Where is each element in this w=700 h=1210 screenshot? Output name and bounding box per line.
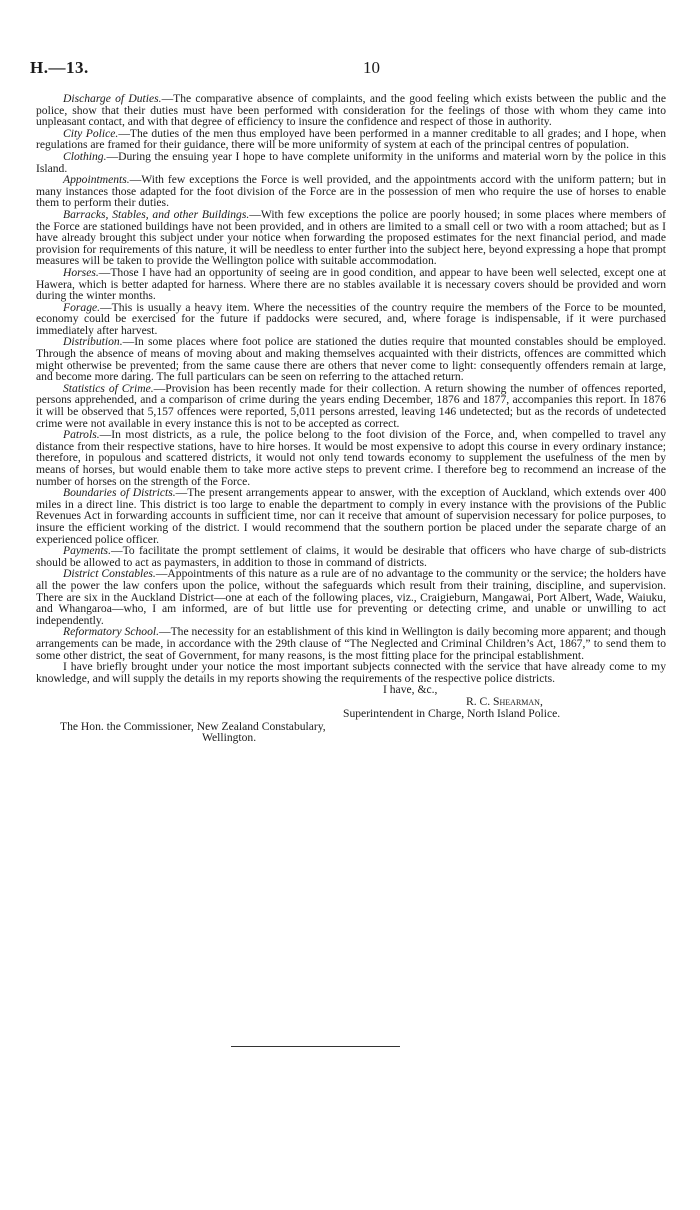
signature-closing: I have, &c., (383, 683, 438, 697)
document-reference: H.—13. (30, 58, 89, 77)
paragraph-closing: I have briefly brought under your notice the most important subjects connected with the service that have already come to my knowledge, and will supply the details in my reports showing the requirements of the respective police districts. (36, 660, 666, 685)
paragraph-forage: Forage.—This is usually a heavy item. Where the necessities of the country require the members of the Force to be mounted, economy could be exercised for the future if paddocks were secured, and, where forage is indispensable, if it were purchased immediately after harvest. (36, 300, 666, 337)
paragraph-reformatory-school: Reformatory School.—The necessity for an establishment of this kind in Wellington is daily becoming more apparent; and though arrangements can be made, in accordance with the 29th clause of “The Neglected and Criminal Children’s Act, 1867,” to send them to some other district, the seat of Government, for many reasons, is the most fitting place for the principal establishment. (36, 625, 666, 662)
addressee-line-1: The Hon. the Commissioner, New Zealand Constabulary, (60, 719, 326, 733)
page-number: 10 (363, 58, 380, 77)
signature-title: Superintendent in Charge, North Island Police. (343, 706, 561, 720)
paragraph-distribution: Distribution.—In some places where foot police are stationed the duties require that mounted constables should be employed. Through the absence of means of moving about and making themselves acquainted with their districts, offences are committed which might otherwise be prevented; from the same cause there are others that never come to light: consequently offenders remain at large, and become more daring. The full particulars can be seen on referring to the attached return. (36, 335, 666, 384)
paragraph-payments: Payments.—To facilitate the prompt settlement of claims, it would be desirable that officers who have charge of sub-districts should be allowed to act as paymasters, in addition to those in command of districts. (36, 544, 666, 569)
paragraph-horses: Horses.—Those I have had an opportunity of seeing are in good condition, and appear to have been well selected, except one at Hawera, which is better adapted for harness. Where there are no stables available it is necessary covers should be provided and worn during the winter months. (36, 265, 666, 303)
paragraph-district-constables: District Constables.—Appointments of this nature as a rule are of no advantage to the community or the service; the holders have all the power the law confers upon the police, without the safeguards which result from their training, discipline, and supervision. There are six in the Auckland District—one at each of the following places, viz., Craigieburn, Mangawai, Port Albert, Wade, Waiuku, and Whangaroa—who, I am informed, are of but little use for preventing or detecting crime, and unable or unwilling to act independently. (36, 567, 666, 627)
signature-name: R. C. Shearman, (466, 695, 543, 709)
paragraph-statistics-of-crime: Statistics of Crime.—Provision has been recently made for their collection. A return showing the number of offences reported, persons apprehended, and a comparison of crime during the years ending December, 1876 and 1877, accompanies this report. In 1876 it will be observed that 5,157 offences were reported, 5,011 persons arrested, leaving 146 undetected; but as the records of undetected crime were not available in every instance this is not to be accepted as correct. (36, 381, 666, 430)
report-body (36, 93, 666, 744)
addressee-line-2: Wellington. (202, 731, 257, 745)
closing-rule (231, 1046, 400, 1047)
paragraph-city-police: City Police.—The duties of the men thus employed have been performed in a manner creditable to all grades; and I hope, when regulations are framed for their guidance, there will be more uniformity of system at each of the principal centres of population. (36, 126, 667, 152)
paragraph-patrols: Patrols.—In most districts, as a rule, the police belong to the foot division of the Force, and, when compelled to travel any distance from their respective stations, have to hire horses. It would be most expensive to adopt this course in every ordinary instance; therefore, in populous and scattered districts, it would not only tend towards economy to supplement the usefulness of the men by means of horses, but would enable them to take more active steps to prevent crime. I therefore beg to recommend an increase of the number of horses on the strength of the Force. (36, 428, 666, 488)
paragraph-barracks: Barracks, Stables, and other Buildings.—With few exceptions the police are poorly housed; in some places where members of the Force are stationed buildings have not been provided, and in others are limited to a small cell or two with a room attached; but as I have already brought this subject under your notice when forwarding the proposed estimates for the next financial period, and made provision for requirements of this nature, it will be needless to enter further into the subject here, beyond expressing a hope that prompt measures will be taken to provide the Wellington police with suitable accommodation. (36, 207, 666, 268)
paragraph-discharge-of-duties: Discharge of Duties.—The comparative absence of complaints, and the good feeling which exists between the public and the police, show that their duties must have been performed with consideration for the feelings of those with whom they came into unpleasant contact, and with that degree of efficiency to insure the confidence and respect of those in authority. (36, 92, 666, 129)
paragraph-appointments: Appointments.—With few exceptions the Force is well provided, and the appointments accord with the uniform pattern; but in many instances those adapted for the foot division of the Force are in the possession of men who require the use of horses to enable them to perform their duties. (36, 173, 666, 210)
paragraph-boundaries: Boundaries of Districts.—The present arrangements appear to answer, with the exception of Auckland, which extends over 400 miles in a direct line. This district is too large to enable the department to comply in every instance with the provisions of the Public Revenues Act in forwarding accounts in sufficient time, nor can it receive that amount of supervision necessary for police purposes, to insure the efficient working of the district. I would recommend that the southern portion be placed under the separate charge of an experienced police officer. (36, 486, 667, 546)
page-header (30, 58, 670, 80)
paragraph-clothing: Clothing.—During the ensuing year I hope to have complete uniformity in the uniforms and material worn by the police in this Island. (36, 149, 666, 175)
